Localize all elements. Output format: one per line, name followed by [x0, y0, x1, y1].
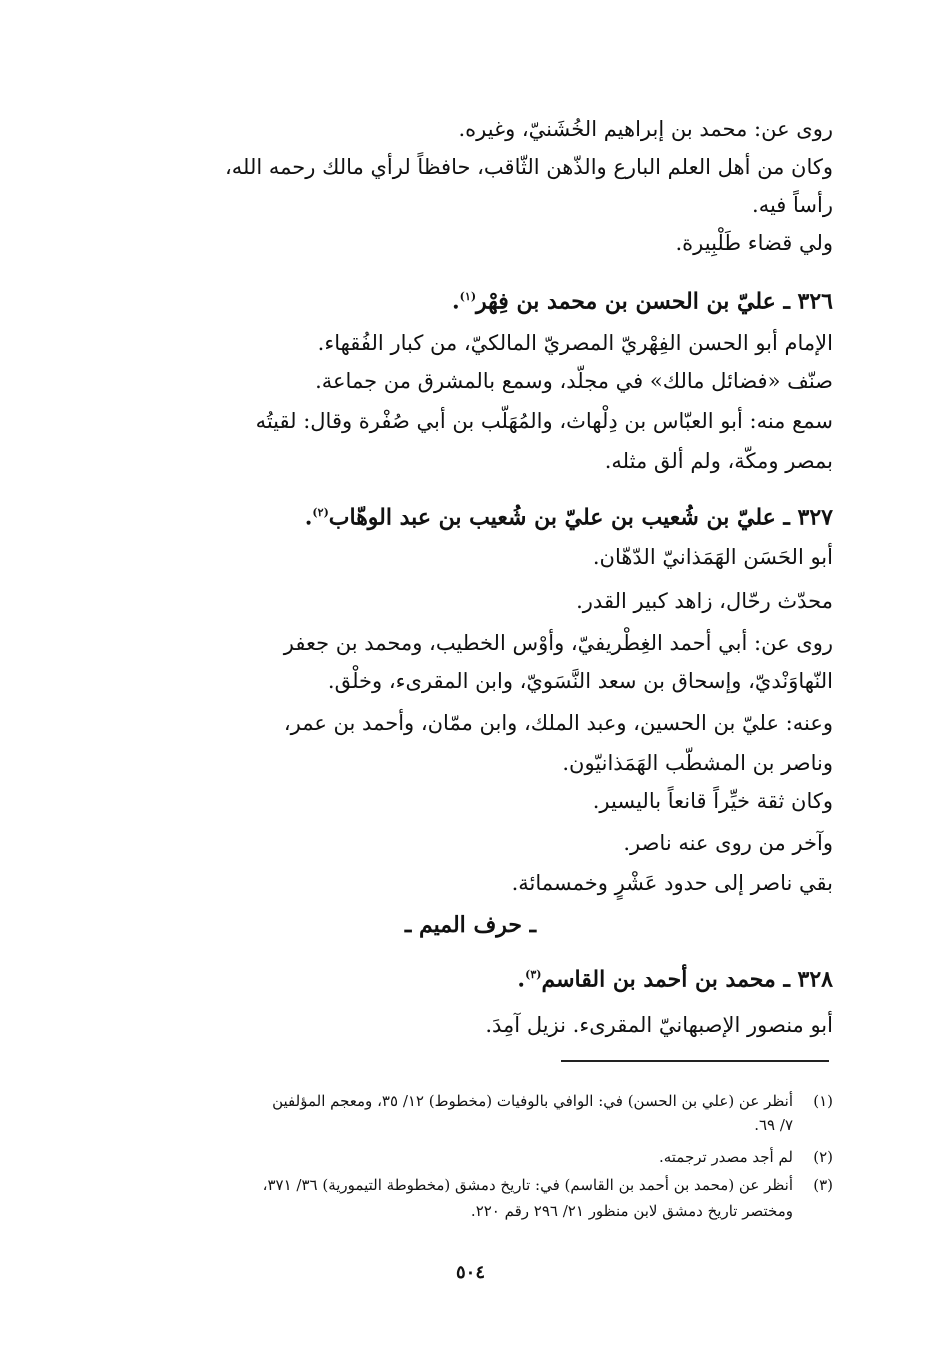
- page-number: ٥٠٤: [455, 1262, 485, 1283]
- footnote-2: [108, 1144, 833, 1170]
- section-heading-mim: ـ حرف الميم ـ: [404, 912, 537, 938]
- entry-heading-326: [108, 280, 833, 318]
- text-line: وكان ثقة خيِّراً قانعاً باليسير.: [592, 789, 833, 813]
- footnote-number: (١): [813, 1092, 833, 1110]
- text-line: روى عن: أبي أحمد الغِطْريفيّ، وأوْس الخطيب، ومحمد بن جعفر: [283, 631, 833, 655]
- text-line: رأساً فيه.: [752, 193, 833, 217]
- end-period: .: [517, 966, 526, 993]
- text-line: وناصر بن المشطّب الهَمَذانيّون.: [562, 751, 833, 775]
- entry-title: ٣٢٦ ـ عليّ بن الحسن بن محمد بن فِهْر: [476, 288, 833, 315]
- text-line: ولي قضاء طَلْبِيرة.: [675, 231, 833, 255]
- text-line: محدّث رحّال، زاهد كبير القدر.: [576, 589, 833, 613]
- end-period: .: [304, 504, 313, 531]
- text-line: وآخر من روى عنه ناصر.: [623, 831, 833, 855]
- text-line: صنّف «فضائل مالك» في مجلّد، وسمع بالمشرق من جماعة.: [315, 369, 833, 393]
- footnote-number: (٣): [813, 1176, 833, 1194]
- footnote-text: أنظر عن (محمد بن أحمد بن القاسم) في: تاريخ دمشق (مخطوطة التيمورية) ٣٦/ ٣٧١،: [262, 1176, 793, 1194]
- footnote-divider: [561, 1060, 829, 1062]
- text-line: بمصر ومكّة، ولم ألق مثله.: [604, 449, 833, 473]
- footnote-text: ٧/ ٦٩.: [754, 1116, 793, 1134]
- entry-title: ٣٢٨ ـ محمد بن أحمد بن القاسم: [541, 966, 833, 993]
- end-period: .: [452, 288, 460, 315]
- text-line: روى عن: محمد بن إبراهيم الخُشَنيّ، وغيره.: [458, 117, 833, 141]
- text-line: النّهاوَنْديّ، وإسحاق بن سعد النَّسَويّ، وابن المقرىء، وخلْق.: [327, 669, 833, 693]
- footnote-marker: (٢): [312, 506, 329, 519]
- text-line: أبو الحَسَن الهَمَذانيّ الدّهّان.: [592, 545, 833, 569]
- footnote-1: [108, 1088, 833, 1114]
- footnote-1-cont: [108, 1112, 833, 1138]
- text-line: الإمام أبو الحسن الفِهْريّ المصريّ المالكيّ، من كبار الفُقهاء.: [317, 331, 833, 355]
- entry-heading-328: [108, 958, 833, 996]
- footnote-text: لم أجد مصدر ترجمته.: [658, 1148, 793, 1166]
- text-line: أبو منصور الإصبهانيّ المقرىء. نزيل آمِدَ.: [485, 1013, 833, 1037]
- footnote-3-cont: [108, 1198, 833, 1224]
- text-line: وكان من أهل العلم البارع والذّهن الثّاقب، حافظاً لرأي مالك رحمه الله،: [224, 155, 833, 179]
- footnote-marker: (١): [459, 290, 477, 303]
- entry-heading-327: [108, 496, 833, 534]
- footnote-number: (٢): [813, 1148, 833, 1166]
- footnote-marker: (٣): [525, 968, 542, 981]
- footnote-text: ومختصر تاريخ دمشق لابن منظور ٢١/ ٢٩٦ رقم ٢٢٠.: [470, 1202, 793, 1220]
- footnote-3: [108, 1172, 833, 1198]
- text-line: وعنه: عليّ بن الحسين، وعبد الملك، وابن ممّان، وأحمد بن عمر،: [283, 711, 833, 735]
- footnote-text: أنظر عن (علي بن الحسن) في: الوافي بالوفيات (مخطوط) ١٢/ ٣٥، ومعجم المؤلفين: [272, 1092, 793, 1110]
- entry-title: ٣٢٧ ـ عليّ بن شُعيب بن عليّ بن شُعيب بن عبد الوهّاب: [328, 504, 833, 531]
- text-line: سمع منه: أبو العبّاس بن دِلْهاث، والمُهَلّب بن أبي صُفْرة وقال: لقيتُه: [255, 409, 833, 433]
- text-line: بقي ناصر إلى حدود عَشْرٍ وخمسمائة.: [511, 871, 833, 895]
